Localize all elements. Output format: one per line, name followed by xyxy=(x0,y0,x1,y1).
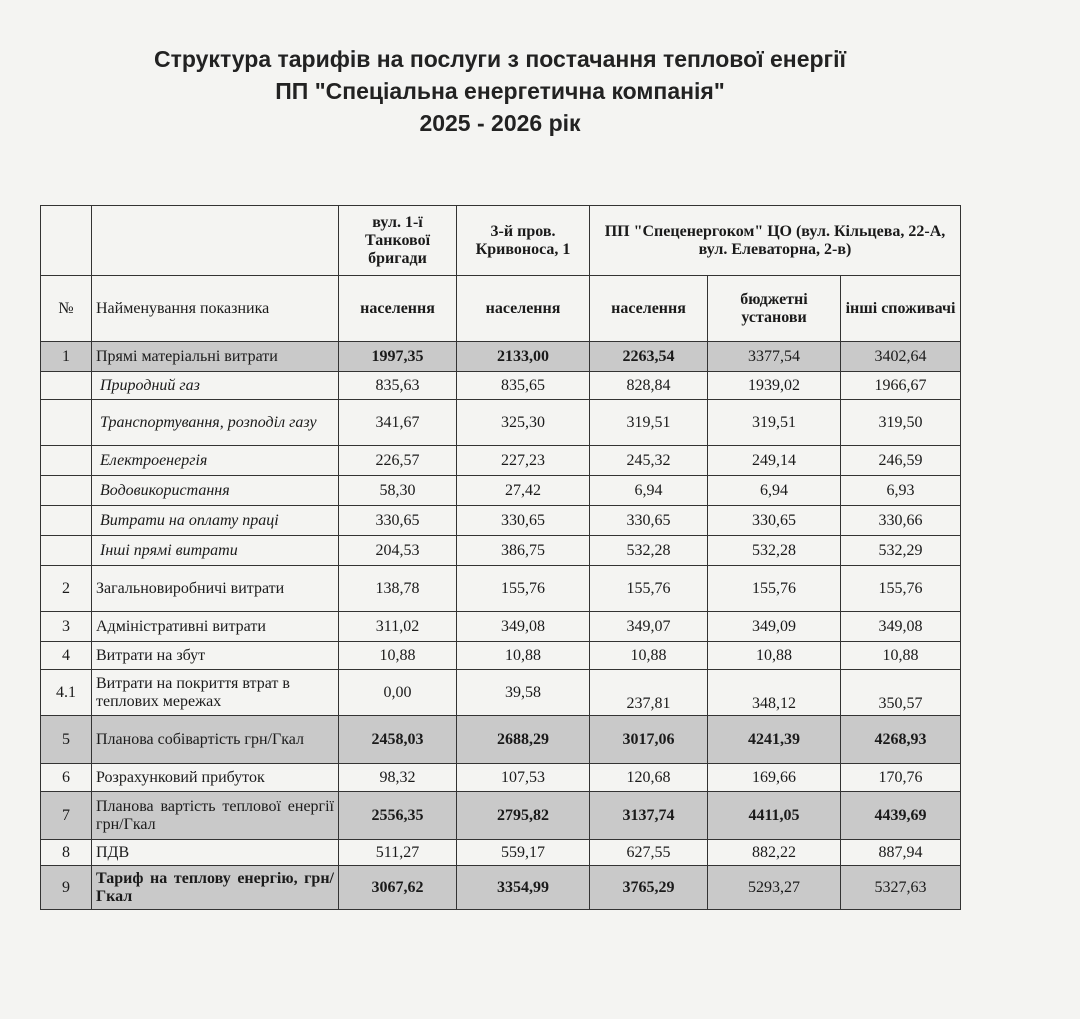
row-value: 559,17 xyxy=(457,840,590,866)
row-value: 249,14 xyxy=(708,446,841,476)
row-number: 5 xyxy=(41,716,92,764)
row-name: Транспортування, розподіл газу xyxy=(92,400,339,446)
row-value: 330,65 xyxy=(339,506,457,536)
row-value: 348,12 xyxy=(708,670,841,716)
row-value: 204,53 xyxy=(339,536,457,566)
row-name: ПДВ xyxy=(92,840,339,866)
row-value: 2795,82 xyxy=(457,792,590,840)
row-value: 2263,54 xyxy=(590,342,708,372)
row-value: 3354,99 xyxy=(457,866,590,910)
row-value: 349,09 xyxy=(708,612,841,642)
row-number: 4.1 xyxy=(41,670,92,716)
row-value: 4241,39 xyxy=(708,716,841,764)
row-value: 169,66 xyxy=(708,764,841,792)
table-row xyxy=(41,342,961,372)
row-value: 246,59 xyxy=(841,446,961,476)
row-value: 1939,02 xyxy=(708,372,841,400)
row-number xyxy=(41,536,92,566)
row-number: 8 xyxy=(41,840,92,866)
row-value: 138,78 xyxy=(339,566,457,612)
row-value: 882,22 xyxy=(708,840,841,866)
row-number: 3 xyxy=(41,612,92,642)
row-number xyxy=(41,400,92,446)
row-value: 4411,05 xyxy=(708,792,841,840)
table-row xyxy=(41,764,961,792)
row-value: 532,29 xyxy=(841,536,961,566)
row-value: 39,58 xyxy=(457,670,590,716)
header-number: № xyxy=(41,276,92,342)
row-value: 1966,67 xyxy=(841,372,961,400)
row-value: 511,27 xyxy=(339,840,457,866)
row-name: Водовикористання xyxy=(92,476,339,506)
row-value: 2688,29 xyxy=(457,716,590,764)
row-value: 6,94 xyxy=(590,476,708,506)
table-row xyxy=(41,476,961,506)
row-value: 227,23 xyxy=(457,446,590,476)
row-value: 4268,93 xyxy=(841,716,961,764)
header-row-locations xyxy=(41,206,961,276)
row-value: 319,51 xyxy=(708,400,841,446)
row-value: 27,42 xyxy=(457,476,590,506)
row-value: 828,84 xyxy=(590,372,708,400)
row-name: Планова вартість теплової енергії грн/Гкал xyxy=(92,792,339,840)
row-value: 245,32 xyxy=(590,446,708,476)
header-empty-no xyxy=(41,206,92,276)
title-line-3: 2025 - 2026 рік xyxy=(419,110,581,136)
row-value: 627,55 xyxy=(590,840,708,866)
row-value: 3402,64 xyxy=(841,342,961,372)
row-name: Прямі матеріальні витрати xyxy=(92,342,339,372)
row-name: Розрахунковий прибуток xyxy=(92,764,339,792)
title-line-2: ПП "Спеціальна енергетична компанія" xyxy=(275,78,725,104)
row-value: 6,93 xyxy=(841,476,961,506)
row-number: 2 xyxy=(41,566,92,612)
row-value: 3765,29 xyxy=(590,866,708,910)
table-row xyxy=(41,446,961,476)
row-value: 1997,35 xyxy=(339,342,457,372)
row-value: 10,88 xyxy=(841,642,961,670)
row-number: 4 xyxy=(41,642,92,670)
table-row xyxy=(41,400,961,446)
tariff-table xyxy=(40,205,961,910)
row-value: 319,51 xyxy=(590,400,708,446)
row-value: 107,53 xyxy=(457,764,590,792)
row-name: Природний газ xyxy=(92,372,339,400)
row-value: 10,88 xyxy=(708,642,841,670)
row-number: 9 xyxy=(41,866,92,910)
table-row xyxy=(41,536,961,566)
header-consumer-5: інші споживачі xyxy=(841,276,961,342)
row-value: 0,00 xyxy=(339,670,457,716)
header-indicator-name: Найменування показника xyxy=(92,276,339,342)
row-value: 155,76 xyxy=(708,566,841,612)
row-value: 5327,63 xyxy=(841,866,961,910)
table-row xyxy=(41,372,961,400)
row-value: 311,02 xyxy=(339,612,457,642)
row-name: Адміністративні витрати xyxy=(92,612,339,642)
row-value: 532,28 xyxy=(708,536,841,566)
row-name: Планова собівартість грн/Гкал xyxy=(92,716,339,764)
header-location-3: ПП "Спеценергоком" ЦО (вул. Кільцева, 22-А, вул. Елеваторна, 2-в) xyxy=(590,206,961,276)
row-number xyxy=(41,476,92,506)
row-value: 330,65 xyxy=(457,506,590,536)
row-number xyxy=(41,446,92,476)
row-value: 170,76 xyxy=(841,764,961,792)
row-value: 58,30 xyxy=(339,476,457,506)
row-number xyxy=(41,506,92,536)
row-name: Тариф на теплову енергію, грн/Гкал xyxy=(92,866,339,910)
row-value: 349,07 xyxy=(590,612,708,642)
row-value: 2133,00 xyxy=(457,342,590,372)
header-consumer-2: населення xyxy=(457,276,590,342)
row-value: 532,28 xyxy=(590,536,708,566)
row-value: 386,75 xyxy=(457,536,590,566)
header-consumer-3: населення xyxy=(590,276,708,342)
row-name: Витрати на покриття втрат в теплових мережах xyxy=(92,670,339,716)
row-value: 350,57 xyxy=(841,670,961,716)
table-row xyxy=(41,840,961,866)
table-row xyxy=(41,866,961,910)
row-value: 237,81 xyxy=(590,670,708,716)
row-value: 3137,74 xyxy=(590,792,708,840)
row-name: Загальновиробничі витрати xyxy=(92,566,339,612)
row-value: 2556,35 xyxy=(339,792,457,840)
row-value: 835,63 xyxy=(339,372,457,400)
row-value: 330,65 xyxy=(708,506,841,536)
row-name: Витрати на оплату праці xyxy=(92,506,339,536)
row-value: 330,65 xyxy=(590,506,708,536)
row-value: 10,88 xyxy=(339,642,457,670)
header-empty-name xyxy=(92,206,339,276)
header-location-2: 3-й пров. Кривоноса, 1 xyxy=(457,206,590,276)
row-value: 3067,62 xyxy=(339,866,457,910)
row-number: 6 xyxy=(41,764,92,792)
row-value: 349,08 xyxy=(457,612,590,642)
header-consumer-1: населення xyxy=(339,276,457,342)
row-value: 2458,03 xyxy=(339,716,457,764)
row-value: 155,76 xyxy=(590,566,708,612)
table-row xyxy=(41,670,961,716)
row-value: 98,32 xyxy=(339,764,457,792)
table-row xyxy=(41,566,961,612)
table-row xyxy=(41,612,961,642)
row-value: 835,65 xyxy=(457,372,590,400)
row-name: Витрати на збут xyxy=(92,642,339,670)
title-line-1: Структура тарифів на послуги з постачання теплової енергії xyxy=(154,46,846,72)
row-name: Інші прямі витрати xyxy=(92,536,339,566)
row-value: 3017,06 xyxy=(590,716,708,764)
row-value: 226,57 xyxy=(339,446,457,476)
row-value: 319,50 xyxy=(841,400,961,446)
row-value: 120,68 xyxy=(590,764,708,792)
row-value: 341,67 xyxy=(339,400,457,446)
row-name: Електроенергія xyxy=(92,446,339,476)
row-value: 155,76 xyxy=(841,566,961,612)
header-row-consumers xyxy=(41,276,961,342)
table-row xyxy=(41,792,961,840)
row-value: 4439,69 xyxy=(841,792,961,840)
row-number xyxy=(41,372,92,400)
table-row xyxy=(41,642,961,670)
table-row xyxy=(41,506,961,536)
row-value: 330,66 xyxy=(841,506,961,536)
row-value: 155,76 xyxy=(457,566,590,612)
row-value: 5293,27 xyxy=(708,866,841,910)
row-value: 10,88 xyxy=(590,642,708,670)
row-number: 1 xyxy=(41,342,92,372)
row-value: 887,94 xyxy=(841,840,961,866)
row-value: 325,30 xyxy=(457,400,590,446)
header-consumer-4: бюджетні установи xyxy=(708,276,841,342)
table-row xyxy=(41,716,961,764)
row-value: 6,94 xyxy=(708,476,841,506)
row-value: 349,08 xyxy=(841,612,961,642)
row-number: 7 xyxy=(41,792,92,840)
header-location-1: вул. 1-ї Танкової бригади xyxy=(339,206,457,276)
row-value: 10,88 xyxy=(457,642,590,670)
row-value: 3377,54 xyxy=(708,342,841,372)
